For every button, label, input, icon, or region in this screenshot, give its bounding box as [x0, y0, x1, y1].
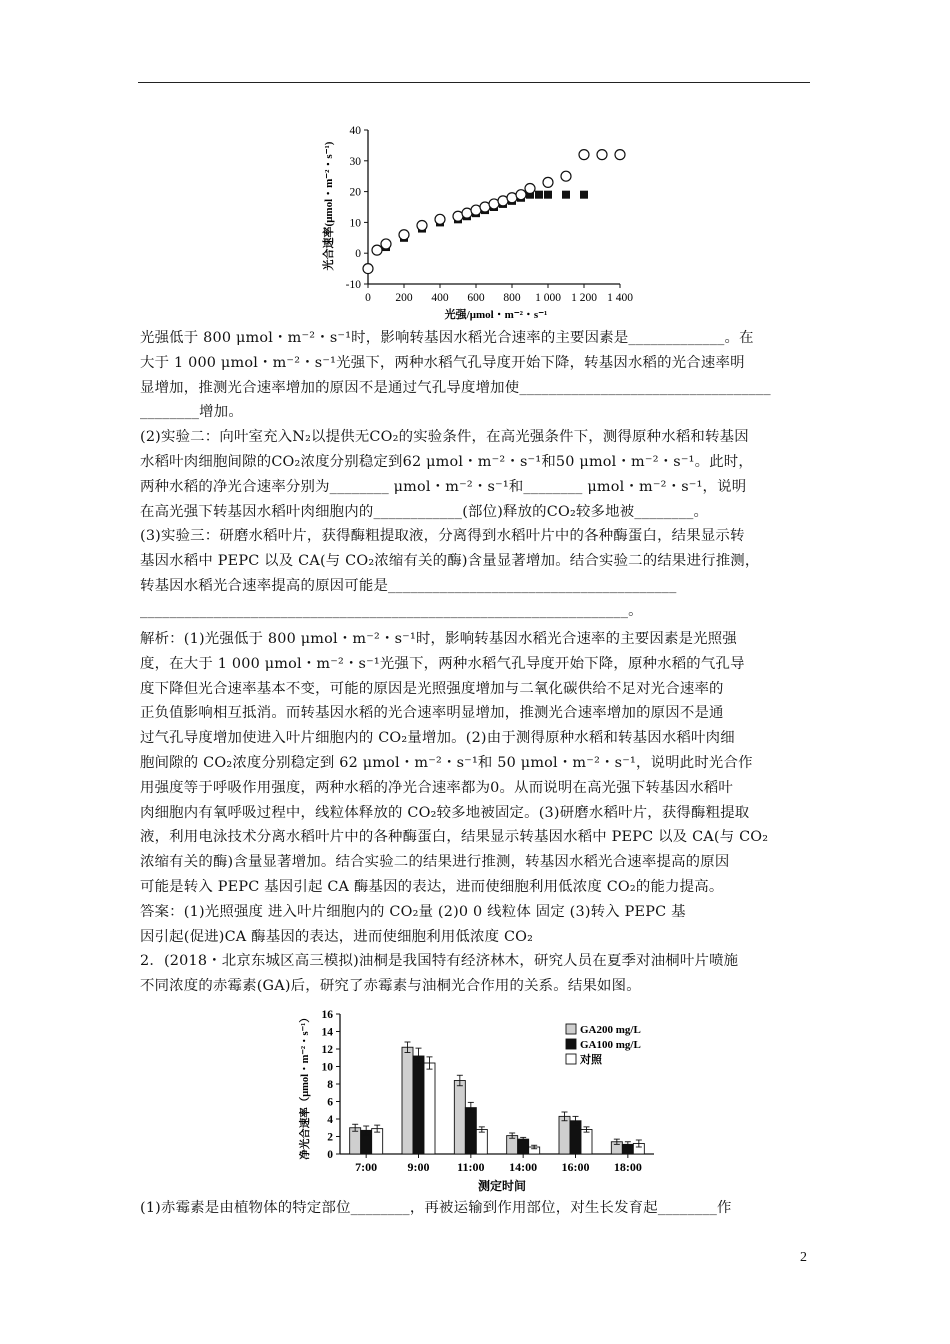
text-line: (2)实验二：向叶室充入N₂以提供无CO₂的实验条件，在高光强条件下，测得原种水稻和转基因 — [140, 429, 749, 446]
chart1-point-circle — [579, 150, 589, 160]
text-line: 在高光强下转基因水稻叶肉细胞内的____________(部位)释放的CO₂较多地被________。 — [140, 503, 709, 520]
chart1-x-axis-label: 光强/μmol・m⁻²・s⁻¹ — [444, 309, 548, 321]
text-line: 肉细胞内有氧呼吸过程中，线粒体释放的 CO₂较多地被固定。(3)研磨水稻叶片，获得酶粗提取 — [140, 804, 750, 821]
chart2-legend-label: GA100 mg/L — [580, 1039, 641, 1051]
header-rule — [138, 82, 810, 83]
text-line: 浓缩有关的酶)含量显著增加。结合实验二的结果进行推测，转基因水稻光合速率提高的原因 — [140, 854, 730, 871]
net-photosynthesis-bar-chart — [296, 1004, 676, 1194]
text-line: 可能是转入 PEPC 基因引起 CA 酶基因的表达，进而使细胞利用低浓度 CO₂的能力提高。 — [140, 878, 724, 895]
text-line: 正负值影响相互抵消。而转基因水稻的光合速率明显增加，推测光合速率增加的原因不是通 — [140, 705, 724, 722]
text-line: 胞间隙的 CO₂浓度分别稳定到 62 μmol・m⁻²・s⁻¹和 50 μmol・m⁻²・s⁻¹，说明此时光合作 — [140, 754, 753, 771]
chart1-point-circle — [615, 150, 625, 160]
chart1-point-square — [580, 191, 588, 199]
chart2-x-tick-label: 9:00 — [407, 1160, 430, 1174]
chart2-x-tick-label: 11:00 — [457, 1160, 485, 1174]
chart2-y-tick-label: 0 — [327, 1149, 333, 1161]
text-line: 大于 1 000 μmol・m⁻²・s⁻¹光强下，两种水稻气孔导度开始下降，转基因水稻的光合速率明 — [140, 354, 745, 371]
chart2-bar — [581, 1130, 592, 1155]
chart1-point-circle — [561, 171, 571, 181]
chart2-bar — [402, 1047, 413, 1154]
chart1-point-circle — [381, 239, 391, 249]
text-line: 度下降但光合速率基本不变，可能的原因是光照强度增加与二氧化碳供给不足对光合速率的 — [140, 680, 724, 697]
chart2-y-tick-label: 6 — [327, 1096, 333, 1109]
chart1-x-tick-label: 200 — [395, 292, 413, 304]
chart2-bar — [518, 1139, 529, 1154]
chart1-point-square — [562, 191, 570, 199]
chart2-y-axis-label: 净光合速率（μmol・m⁻²・s⁻¹） — [300, 1012, 311, 1160]
chart2-legend-label: 对照 — [580, 1054, 602, 1066]
chart2-y-tick-label: 2 — [327, 1131, 333, 1144]
text-line: 两种水稻的净光合速率分别为________ μmol・m⁻²・s⁻¹和________ μmol・m⁻²・s⁻¹，说明 — [140, 478, 747, 495]
text-line: 度，在大于 1 000 μmol・m⁻²・s⁻¹光强下，两种水稻气孔导度开始下降，原种水稻的气孔导 — [140, 655, 745, 672]
text-line: 水稻叶肉细胞间隙的CO₂浓度分别稳定到62 μmol・m⁻²・s⁻¹和50 μmol・m⁻²・s⁻¹。此时， — [140, 453, 753, 470]
chart2-x-tick-label: 16:00 — [561, 1160, 590, 1174]
chart1-point-circle — [435, 214, 445, 224]
text-line: __________________________________________________________________。 — [140, 602, 643, 619]
light-response-chart — [318, 120, 638, 326]
text-line: 显增加，推测光合速率增加的原因不是通过气孔导度增加使__________________________________ — [140, 379, 771, 396]
chart1-y-tick-label: -10 — [345, 279, 361, 291]
chart2-y-tick-label: 10 — [321, 1061, 333, 1074]
chart1-y-tick-label: 40 — [349, 125, 361, 137]
text-line: 转基因水稻光合速率提高的原因可能是_______________________________________ — [140, 577, 677, 594]
question-text-block — [140, 326, 812, 624]
page-number: 2 — [800, 1250, 807, 1265]
chart2-bar — [413, 1056, 424, 1154]
chart2-bar — [570, 1121, 581, 1154]
chart2-bar — [476, 1130, 487, 1155]
chart1-point-circle — [372, 245, 382, 255]
text-line: 液，利用电泳技术分离水稻叶片中的各种酶蛋白，结果显示转基因水稻中 PEPC 以及 CA(与 CO₂ — [140, 829, 769, 846]
chart1-point-circle — [417, 220, 427, 230]
text-line: 用强度等于呼吸作用强度，两种水稻的净光合速率都为0。从而说明在高光强下转基因水稻叶 — [140, 779, 733, 796]
chart1-point-square — [544, 191, 552, 199]
text-line: 解析：(1)光强低于 800 μmol・m⁻²・s⁻¹时，影响转基因水稻光合速率的主要因素是光照强 — [140, 631, 737, 647]
chart1-y-axis-label: 光合速率(μmol・m⁻²・s⁻¹) — [323, 141, 335, 271]
chart1-x-tick-label: 0 — [365, 292, 371, 304]
question-text-block-2 — [140, 1196, 812, 1221]
chart2-bar — [465, 1108, 476, 1154]
text-line: 基因水稻中 PEPC 以及 CA(与 CO₂浓缩有关的酶)含量显著增加。结合实验二的结果进行推测， — [140, 553, 760, 570]
chart2-y-tick-label: 12 — [321, 1044, 333, 1056]
chart1-x-tick-label: 1 200 — [571, 292, 597, 304]
chart2-y-tick-label: 8 — [327, 1079, 333, 1091]
chart1-x-tick-label: 600 — [467, 292, 485, 304]
text-line: 因引起(促进)CA 酶基因的表达，进而使细胞利用低浓度 CO₂ — [140, 928, 534, 945]
chart1-point-circle — [363, 264, 373, 274]
chart1-y-tick-label: 10 — [349, 217, 361, 230]
chart2-x-tick-label: 14:00 — [509, 1160, 538, 1174]
chart1-point-circle — [543, 177, 553, 187]
chart1-point-circle — [597, 150, 607, 160]
chart2-bar — [559, 1116, 570, 1154]
chart1-point-circle — [516, 190, 526, 200]
chart1-x-tick-label: 1 400 — [607, 292, 633, 304]
text-line: 光强低于 800 μmol・m⁻²・s⁻¹时，影响转基因水稻光合速率的主要因素是_____________。在 — [140, 330, 754, 346]
chart2-x-tick-label: 7:00 — [355, 1160, 378, 1174]
chart2-legend-swatch — [566, 1054, 576, 1064]
chart1-y-tick-label: 0 — [355, 248, 361, 261]
text-line: 答案：(1)光照强度 进入叶片细胞内的 CO₂量 (2)0 0 线粒体 固定 (3)转入 PEPC 基 — [140, 903, 686, 920]
chart2-legend-label: GA200 mg/L — [580, 1024, 641, 1036]
text-line: 2．(2018・北京东城区高三模拟)油桐是我国特有经济林木，研究人员在夏季对油桐叶片喷施 — [140, 953, 739, 970]
analysis-answer-block — [140, 627, 812, 999]
chart1-x-tick-label: 800 — [503, 292, 521, 304]
text-line: 过气孔导度增加使进入叶片细胞内的 CO₂量增加。(2)由于测得原种水稻和转基因水稻叶肉细 — [140, 730, 735, 747]
chart2-legend-swatch — [566, 1024, 576, 1034]
chart1-y-tick-label: 20 — [349, 186, 361, 199]
chart2-y-tick-label: 4 — [327, 1114, 333, 1126]
text-line: (3)实验三：研磨水稻叶片，获得酶粗提取液，分离得到水稻叶片中的各种酶蛋白，结果显示转 — [140, 528, 745, 545]
chart1-point-circle — [525, 184, 535, 194]
chart1-y-tick-label: 30 — [349, 155, 361, 168]
chart2-y-tick-label: 16 — [321, 1009, 333, 1021]
chart1-x-tick-label: 400 — [431, 292, 449, 304]
chart2-x-tick-label: 18:00 — [613, 1160, 642, 1174]
chart1-point-circle — [399, 230, 409, 240]
text-line: (1)赤霉素是由植物体的特定部位________，再被运输到作用部位，对生长发育起________作 — [140, 1200, 732, 1216]
chart2-bar — [424, 1063, 435, 1154]
chart2-bar — [454, 1081, 465, 1155]
chart2-legend-swatch — [566, 1039, 576, 1049]
text-line: ________增加。 — [140, 404, 243, 421]
chart2-y-tick-label: 14 — [321, 1026, 333, 1039]
text-line: 不同浓度的赤霉素(GA)后，研究了赤霉素与油桐光合作用的关系。结果如图。 — [140, 978, 641, 995]
chart1-x-tick-label: 1 000 — [535, 292, 561, 304]
chart1-point-square — [535, 191, 543, 199]
chart2-x-axis-label: 测定时间 — [477, 1179, 527, 1193]
